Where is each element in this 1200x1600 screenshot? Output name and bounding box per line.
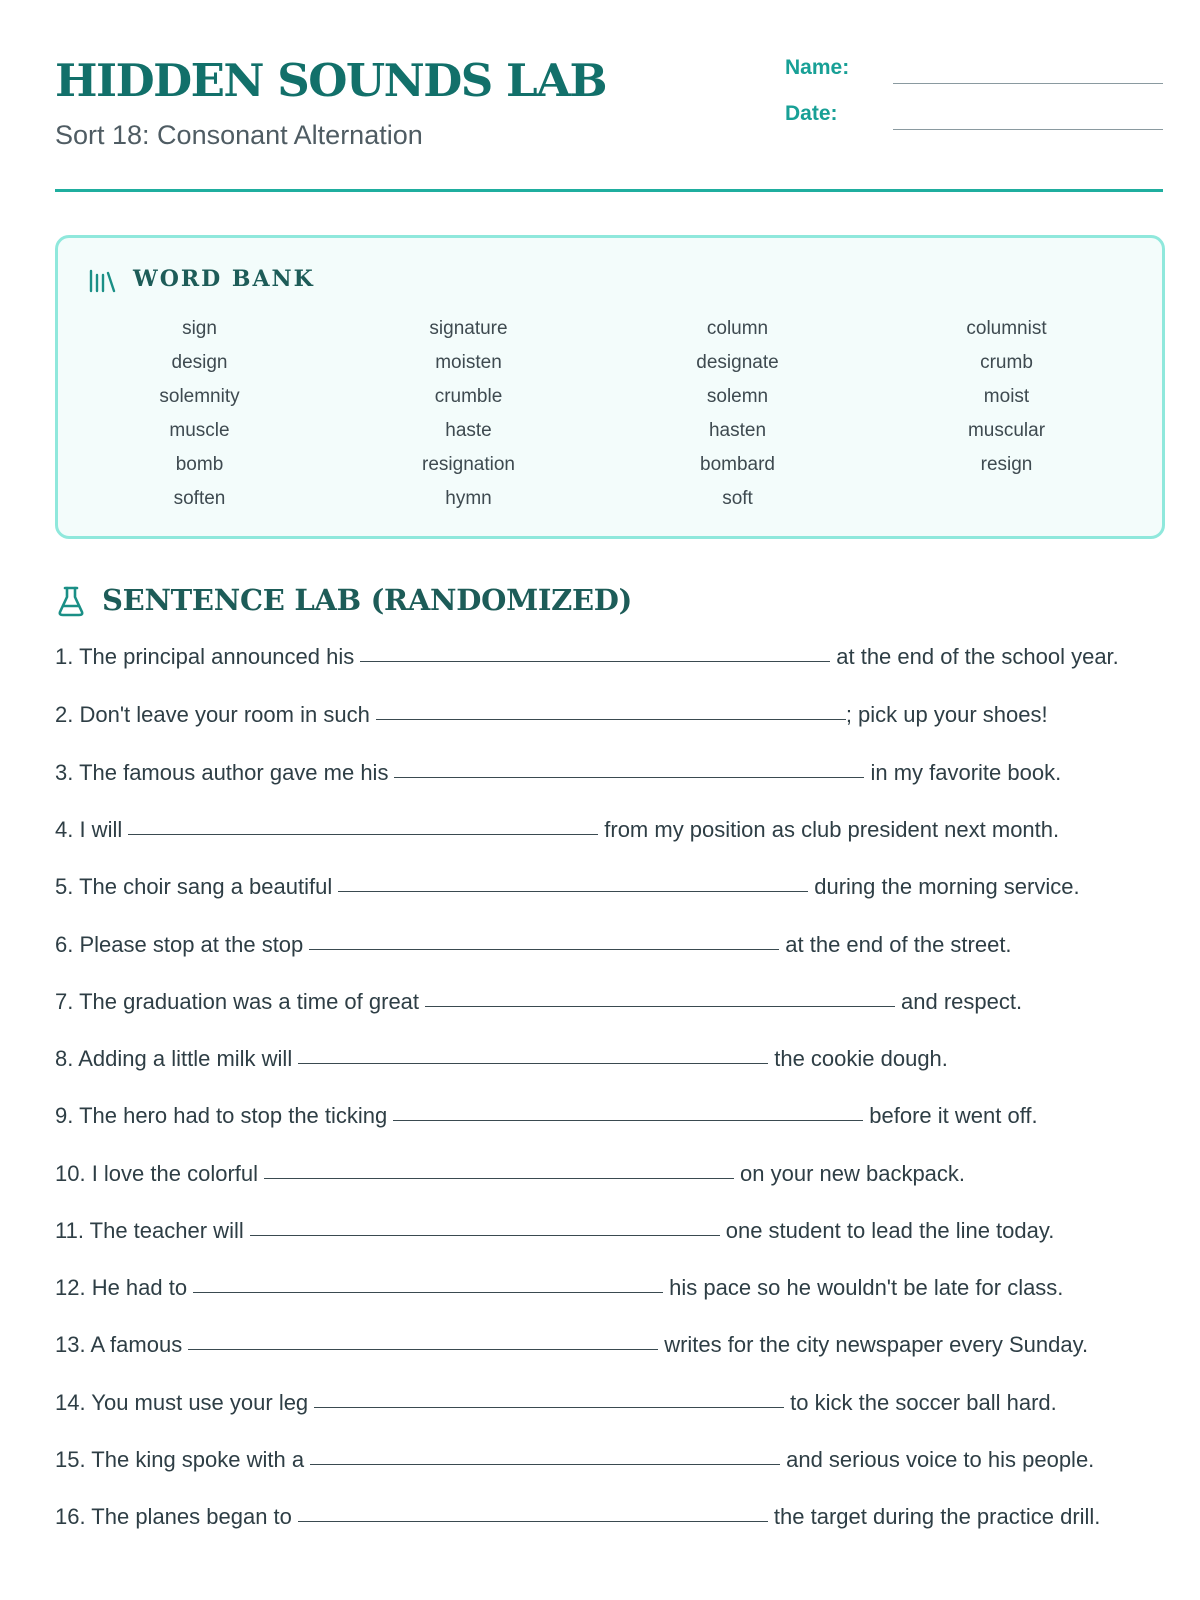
- sentence-item: [55, 1444, 1165, 1476]
- header-divider: [55, 189, 1163, 192]
- sentence-item: [55, 1329, 1165, 1361]
- sentence-text-after: writes for the city newspaper every Sunday.: [664, 1332, 1089, 1357]
- sentence-text-before: 2. Don't leave your room in such: [55, 702, 370, 727]
- flask-icon: [57, 585, 85, 617]
- sentence-lab-title: SENTENCE LAB (RANDOMIZED): [102, 583, 633, 617]
- sentence-text-after: at the end of the street.: [785, 932, 1012, 957]
- sentence-text-after: his pace so he wouldn't be late for class.: [669, 1275, 1064, 1300]
- sentence-text-before: 9. The hero had to stop the ticking: [55, 1103, 388, 1128]
- answer-blank[interactable]: [360, 661, 830, 662]
- answer-blank[interactable]: [376, 719, 846, 720]
- sentence-text-before: 4. I will: [55, 817, 123, 842]
- sentence-text-after: and serious voice to his people.: [786, 1447, 1095, 1472]
- word-bank-word: design: [171, 352, 228, 373]
- sentence-text-after: and respect.: [901, 989, 1023, 1014]
- answer-blank[interactable]: [314, 1407, 784, 1408]
- answer-blank[interactable]: [425, 1006, 895, 1007]
- sentence-text-after: the cookie dough.: [774, 1046, 948, 1071]
- answer-blank[interactable]: [309, 949, 779, 950]
- sentence-text-before: 12. He had to: [55, 1275, 188, 1300]
- sentence-text-before: 7. The graduation was a time of great: [55, 989, 420, 1014]
- sentence-item: [55, 871, 1165, 903]
- sentence-item: [55, 929, 1165, 961]
- word-bank-word: columnist: [966, 318, 1047, 339]
- sentence-text-after: ; pick up your shoes!: [845, 702, 1048, 727]
- sentence-text-before: 10. I love the colorful: [55, 1161, 259, 1186]
- word-bank-word: haste: [445, 420, 492, 441]
- word-bank-word: soft: [722, 488, 753, 509]
- word-bank-word: bomb: [175, 454, 224, 475]
- answer-blank[interactable]: [188, 1349, 658, 1350]
- sentence-item: [55, 757, 1165, 789]
- word-bank-panel: [55, 235, 1165, 539]
- sentence-text-before: 13. A famous: [55, 1332, 183, 1357]
- name-field[interactable]: [893, 83, 1163, 84]
- sentence-item: [55, 1100, 1165, 1132]
- word-bank-word: crumble: [434, 386, 503, 407]
- sentence-text-after: before it went off.: [869, 1103, 1038, 1128]
- word-bank-word: solemnity: [159, 386, 240, 407]
- sentence-text-after: one student to lead the line today.: [725, 1218, 1055, 1243]
- word-bank-grid: [65, 312, 1141, 516]
- answer-blank[interactable]: [338, 891, 808, 892]
- sentence-item: [55, 641, 1165, 673]
- worksheet-title: HIDDEN SOUNDS LAB: [55, 54, 607, 107]
- word-bank-word: bombard: [700, 454, 775, 475]
- sentence-item: [55, 1043, 1165, 1075]
- sentence-text-before: 11. The teacher will: [55, 1218, 244, 1243]
- answer-blank[interactable]: [310, 1464, 780, 1465]
- word-bank-word: sign: [182, 318, 217, 339]
- word-bank-word: crumb: [980, 352, 1033, 373]
- sentence-item: [55, 1387, 1165, 1419]
- word-bank-word: designate: [696, 352, 779, 373]
- worksheet-subtitle: Sort 18: Consonant Alternation: [55, 120, 423, 150]
- date-label: Date:: [785, 102, 838, 125]
- word-bank-title: WORD BANK: [133, 266, 315, 292]
- sentence-text-after: during the morning service.: [814, 874, 1080, 899]
- sentence-item: [55, 1158, 1165, 1190]
- sentence-item: [55, 986, 1165, 1018]
- word-bank-word: soften: [173, 488, 226, 509]
- answer-blank[interactable]: [193, 1292, 663, 1293]
- sentence-text-before: 1. The principal announced his: [55, 644, 355, 669]
- answer-blank[interactable]: [128, 834, 598, 835]
- word-bank-word: resignation: [422, 454, 515, 475]
- answer-blank[interactable]: [264, 1178, 734, 1179]
- sentence-text-before: 15. The king spoke with a: [55, 1447, 305, 1472]
- answer-blank[interactable]: [298, 1521, 768, 1522]
- sentence-text-after: at the end of the school year.: [836, 644, 1119, 669]
- word-bank-word: column: [706, 318, 769, 339]
- sentence-list: [55, 641, 1165, 1533]
- sentence-item: [55, 1272, 1165, 1304]
- answer-blank[interactable]: [298, 1063, 768, 1064]
- answer-blank[interactable]: [394, 777, 864, 778]
- sentence-text-after: in my favorite book.: [870, 760, 1062, 785]
- sentence-text-before: 16. The planes began to: [55, 1504, 292, 1529]
- sentence-item: [55, 1501, 1165, 1533]
- word-bank-word: moisten: [435, 352, 502, 373]
- date-field[interactable]: [893, 129, 1163, 130]
- sentence-item: [55, 814, 1165, 846]
- word-bank-word: hymn: [445, 488, 492, 509]
- sentence-text-before: 6. Please stop at the stop: [55, 932, 304, 957]
- word-bank-word: muscular: [967, 420, 1046, 441]
- sentence-text-before: 5. The choir sang a beautiful: [55, 874, 333, 899]
- word-bank-word: solemn: [706, 386, 769, 407]
- word-bank-word: resign: [980, 454, 1033, 475]
- sentence-text-after: from my position as club president next month.: [604, 817, 1060, 842]
- word-bank-word: signature: [429, 318, 508, 339]
- library-books-icon: [88, 268, 116, 294]
- sentence-item: [55, 1215, 1165, 1247]
- sentence-text-after: the target during the practice drill.: [773, 1504, 1101, 1529]
- sentence-text-after: on your new backpack.: [740, 1161, 966, 1186]
- sentence-text-before: 14. You must use your leg: [55, 1390, 309, 1415]
- word-bank-word: hasten: [708, 420, 767, 441]
- sentence-item: [55, 699, 1165, 731]
- word-bank-word: moist: [983, 386, 1030, 407]
- sentence-text-before: 8. Adding a little milk will: [55, 1046, 293, 1071]
- name-label: Name:: [785, 56, 850, 79]
- answer-blank[interactable]: [250, 1235, 720, 1236]
- answer-blank[interactable]: [393, 1120, 863, 1121]
- word-bank-word: muscle: [169, 420, 230, 441]
- sentence-text-before: 3. The famous author gave me his: [55, 760, 389, 785]
- sentence-text-after: to kick the soccer ball hard.: [790, 1390, 1057, 1415]
